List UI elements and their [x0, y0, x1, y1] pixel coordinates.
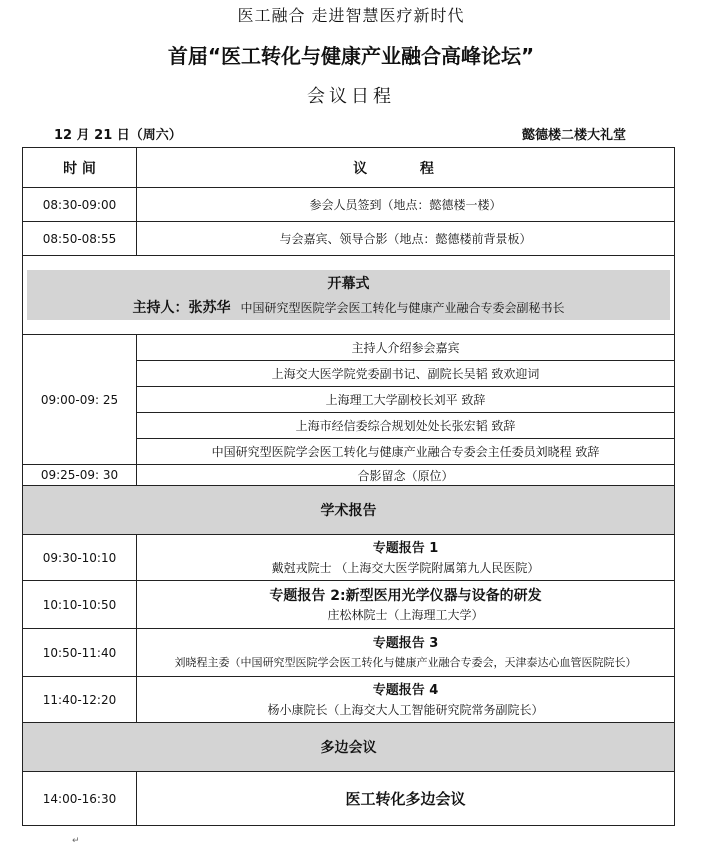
table-row — [23, 535, 675, 581]
opening-section — [23, 256, 675, 335]
meeting-date: 12 月 21 日（周六） — [54, 128, 182, 143]
agenda-cell: 与会嘉宾、领导合影（地点：懿德楼前背景板） — [137, 222, 675, 256]
multilateral-section-row — [23, 723, 675, 772]
table-row — [23, 677, 675, 723]
agenda-cell: 上海市经信委综合规划处处长张宏韬 致辞 — [137, 413, 675, 439]
opening-row — [23, 256, 675, 335]
table-row — [23, 188, 675, 222]
host-label: 主持人：张苏华 — [132, 300, 231, 316]
report-title: 专题报告 4 — [372, 682, 439, 698]
agenda-cell: 上海交大医学院党委副书记、副院长吴韬 致欢迎词 — [137, 361, 675, 387]
host-role: 中国研究型医院学会医工转化与健康产业融合专委会副秘书长 — [240, 301, 565, 315]
time-cell: 08:30-09:00 — [23, 188, 137, 222]
time-cell: 09:00-09: 25 — [23, 335, 137, 465]
agenda-cell — [137, 629, 675, 677]
agenda-cell: 合影留念（原位） — [137, 465, 675, 486]
agenda-cell — [137, 581, 675, 629]
header-agenda — [137, 148, 675, 188]
table-header-row — [23, 148, 675, 188]
time-cell: 14:00-16:30 — [23, 772, 137, 826]
table-row — [23, 581, 675, 629]
schedule-table — [22, 147, 675, 826]
forum-title: 首届“医工转化与健康产业融合高峰论坛” — [167, 44, 535, 68]
opening-host — [132, 297, 564, 317]
report-title: 专题报告 1 — [372, 540, 439, 556]
report-title: 专题报告 2:新型医用光学仪器与设备的研发 — [269, 587, 542, 604]
table-row — [23, 772, 675, 826]
report-speaker: 庄松林院士（上海理工大学） — [327, 607, 484, 622]
agenda-cell — [137, 677, 675, 723]
meeting-venue: 懿德楼二楼大礼堂 — [521, 128, 626, 143]
agenda-cell: 医工转化多边会议 — [137, 772, 675, 826]
agenda-cell: 中国研究型医院学会医工转化与健康产业融合专委会主任委员刘晓程 致辞 — [137, 439, 675, 465]
report-speaker: 杨小康院长（上海交大人工智能研究院常务副院长） — [267, 702, 544, 717]
time-cell: 08:50-08:55 — [23, 222, 137, 256]
table-row — [23, 335, 675, 361]
academic-section-title: 学术报告 — [23, 486, 675, 535]
time-cell: 09:30-10:10 — [23, 535, 137, 581]
agenda-cell — [137, 535, 675, 581]
report-title: 专题报告 3 — [372, 635, 439, 651]
academic-section-row — [23, 486, 675, 535]
opening-title: 开幕式 — [327, 276, 370, 292]
agenda-cell: 主持人介绍参会嘉宾 — [137, 335, 675, 361]
slogan: 医工融合 走进智慧医疗新时代 — [237, 6, 465, 25]
table-row — [23, 465, 675, 486]
time-cell: 10:10-10:50 — [23, 581, 137, 629]
time-cell: 11:40-12:20 — [23, 677, 137, 723]
time-cell: 10:50-11:40 — [23, 629, 137, 677]
report-speaker: 刘晓程主委（中国研究型医院学会医工转化与健康产业融合专委会，天津泰达心血管医院院长） — [174, 655, 637, 669]
report-speaker: 戴尅戎院士 （上海交大医学院附属第九人民医院） — [271, 560, 540, 575]
schedule-heading: 会议日程 — [307, 86, 395, 107]
opening-banner — [27, 270, 670, 320]
paragraph-mark-icon: ↵ — [72, 836, 80, 846]
header-agenda-label: 议 程 — [353, 160, 458, 177]
table-row — [23, 629, 675, 677]
agenda-cell: 参会人员签到（地点：懿德楼一楼） — [137, 188, 675, 222]
time-cell: 09:25-09: 30 — [23, 465, 137, 486]
agenda-cell: 上海理工大学副校长刘平 致辞 — [137, 387, 675, 413]
header-time: 时 间 — [23, 148, 137, 188]
table-row — [23, 222, 675, 256]
multilateral-section-title: 多边会议 — [23, 723, 675, 772]
